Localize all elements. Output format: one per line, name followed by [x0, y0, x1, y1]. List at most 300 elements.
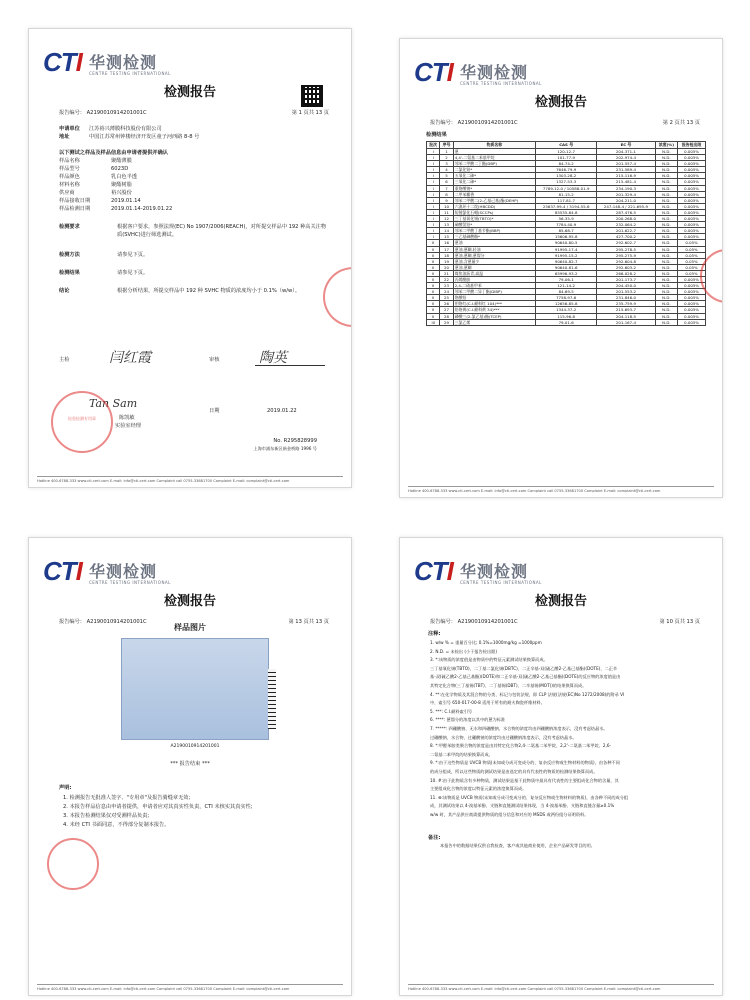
table-cell: 砷酸氢铅*	[453, 222, 535, 228]
table-cell: II	[427, 283, 440, 289]
address-value: 中国江苏常州钟楼经济开发区童子河西路 8-8 号	[89, 134, 200, 140]
column-header: 物质名称	[453, 142, 535, 149]
logo-letter-i: I	[75, 556, 82, 586]
table-cell: 204-118-5	[597, 313, 655, 319]
table-cell: 26	[440, 301, 453, 307]
table-cell: 0.05%	[678, 246, 706, 252]
table-cell: I	[427, 149, 440, 155]
table-cell: 295-275-9	[597, 252, 655, 258]
table-cell: 17	[440, 246, 453, 252]
table-cell: 5	[440, 173, 453, 179]
statement-item: 1. 检测报告无批准人签字、"专用章"及报告骑缝章无效;	[63, 795, 191, 801]
table-cell: II	[427, 252, 440, 258]
table-cell: 0.005%	[678, 289, 706, 295]
note-item: 1. w/w % = 重量百分比; 0.1%=1000mg/kg =1000ppm	[430, 640, 542, 645]
table-cell: 4,4'-二氨基二苯基甲烷	[453, 155, 535, 161]
table-cell: 7789-12-0 / 10588-01-9	[536, 185, 597, 191]
table-cell: 234-190-3	[597, 185, 655, 191]
table-cell: N.D.	[655, 179, 678, 185]
table-cell: I	[427, 179, 440, 185]
conclusion-text: 根据分析结果，所提交样品中 192 种 SVHC 物质的浓度均小于 0.1%（w/w）。	[117, 288, 301, 294]
logo-letters: CT	[414, 556, 447, 586]
results-table	[426, 141, 706, 326]
table-cell: 84-69-5	[536, 289, 597, 295]
note-item: 二氨基二苯甲烷的结果换算而成。	[430, 751, 493, 757]
note-item: 2. N.D. = 未检出 (小于报告检出限)	[430, 648, 497, 654]
table-cell: 蒽油,蒽糊	[453, 264, 535, 270]
logo-letter-i: I	[75, 47, 82, 77]
table-row	[427, 276, 706, 282]
remark-text: 本报告中的数据结果仅供自我检查，客户或其他商业使用，企业产品研发等目的用。	[440, 843, 595, 848]
table-cell: I	[427, 197, 440, 203]
table-cell: 短链氯化石蜡(SCCPs)	[453, 209, 535, 215]
table-cell: 磷酸三(2-氯乙基)酯(TCEP)	[453, 313, 535, 319]
table-cell: 19	[440, 258, 453, 264]
table-cell: 14	[440, 228, 453, 234]
table-cell: I	[427, 161, 440, 167]
table-cell: 91995-17-4	[536, 246, 597, 252]
note-item: 6. ****: 蒽馏分的浓度以其中的蒽为标准	[430, 717, 506, 723]
table-cell: 90640-81-6	[536, 264, 597, 270]
table-cell: 204-371-1	[597, 149, 655, 155]
table-cell: 56-35-9	[536, 216, 597, 222]
report-page-3	[28, 537, 352, 996]
sample-field-value: 2019.01.14	[111, 198, 141, 204]
table-cell: 120-12-7	[536, 149, 597, 155]
table-cell: 79-01-6	[536, 319, 597, 325]
table-cell: 0.005%	[678, 197, 706, 203]
table-cell: 287-476-5	[597, 209, 655, 215]
table-cell: 煤焦油沥青,高温	[453, 270, 535, 276]
sample-field-label: 供应商	[59, 190, 75, 196]
report-page-4	[399, 537, 723, 996]
table-cell: 247-148-4 / 221-695-9	[597, 203, 655, 209]
logo-letter-i: I	[446, 57, 453, 87]
method-label: 检测方法	[59, 252, 80, 258]
table-cell: N.D.	[655, 149, 678, 155]
report-title: 检测报告	[163, 594, 216, 609]
note-item: 过硼酸钠、水合物、过硼酸钠的浓度均由过硼酸钠浓度表示，没有考虑结晶水。	[430, 734, 577, 740]
table-row	[427, 270, 706, 276]
table-row	[427, 167, 706, 173]
page-footer: Hotline 400-6788-333 www.cti-cert.com E-mail: info@cti-cert.com Complaint call 0755-33681700 Complaint E-mail: complaint@cti-cert.com	[37, 984, 343, 991]
table-cell: N.D.	[655, 283, 678, 289]
table-cell: 邻苯二甲酸丁基苄酯(BBP)	[453, 228, 535, 234]
logo-letters: CT	[414, 57, 447, 87]
table-cell: 90640-80-5	[536, 240, 597, 246]
logo-english: CENTRE TESTING INTERNATIONAL	[460, 81, 542, 86]
table-cell: N.D.	[655, 155, 678, 161]
table-cell: 0.005%	[678, 161, 706, 167]
logo-letter-i: I	[446, 556, 453, 586]
table-cell: 201-167-4	[597, 319, 655, 325]
table-cell: 201-557-4	[597, 161, 655, 167]
table-cell: 0.005%	[678, 301, 706, 307]
table-row	[427, 228, 706, 234]
sample-photo-title: 样品图片	[174, 623, 206, 632]
table-cell: 0.005%	[678, 179, 706, 185]
table-cell: 292-602-7	[597, 240, 655, 246]
table-cell: 邻苯二甲酸二丁酯(DBP)	[453, 161, 535, 167]
table-row	[427, 185, 706, 191]
report-no: A2190010914201001C	[457, 619, 518, 625]
table-cell: 231-846-0	[597, 295, 655, 301]
logo-english: CENTRE TESTING INTERNATIONAL	[460, 580, 542, 585]
table-cell: 292-604-8	[597, 258, 655, 264]
logo-letters: CT	[43, 556, 76, 586]
table-cell: II	[427, 276, 440, 282]
report-page-1	[28, 28, 352, 488]
method-text: 请参见下页。	[117, 252, 149, 258]
table-cell: 0.05%	[678, 264, 706, 270]
logo-chinese: 华测检测	[460, 562, 529, 581]
sample-photo	[121, 638, 269, 749]
note-item: 中，索引号 650-017-00-8 适用于所有的耐火陶瓷纤维材料。	[430, 700, 545, 706]
table-cell: II	[427, 246, 440, 252]
ruler-icon	[268, 669, 276, 729]
note-item: 10. #:由于此物质含有多种物质，测试结果是基于此物质中最具有代表性的主要组成化合物的含量，其	[430, 777, 619, 783]
table-cell: 0.005%	[678, 216, 706, 222]
sample-field-value: 6023D	[111, 166, 129, 172]
table-cell: 84-74-2	[536, 161, 597, 167]
table-cell: 11	[440, 209, 453, 215]
report-no-label: 报告编号	[430, 120, 451, 126]
seal-text: 检验检测专用章	[68, 416, 96, 422]
table-cell: 0.005%	[678, 234, 706, 240]
page-footer: Hotline 400-6788-333 www.cti-cert.com E-mail: info@cti-cert.com Complaint call 0755-33681700 Complaint E-mail: complaint@cti-cert.com	[408, 984, 714, 991]
table-cell: 215-693-7	[597, 307, 655, 313]
table-cell: 0.005%	[678, 228, 706, 234]
table-cell: 钼铬红(C.I.颜料红 104)***	[453, 301, 535, 307]
table-cell: N.D.	[655, 252, 678, 258]
table-cell: N.D.	[655, 289, 678, 295]
table-row	[427, 283, 706, 289]
table-cell: 0.005%	[678, 283, 706, 289]
table-row	[427, 222, 706, 228]
table-cell: II	[427, 307, 440, 313]
table-cell: 13	[440, 222, 453, 228]
table-cell: 65996-93-2	[536, 270, 597, 276]
table-cell: II	[427, 264, 440, 270]
column-header: 批次	[427, 142, 440, 149]
table-cell: II	[427, 270, 440, 276]
table-row	[427, 234, 706, 240]
table-cell: N.D.	[655, 246, 678, 252]
table-body	[427, 149, 706, 326]
table-cell: 0.05%	[678, 270, 706, 276]
table-cell: 91995-15-2	[536, 252, 597, 258]
table-cell: 25	[440, 295, 453, 301]
note-item: 成，其测试结果以 4-溴基苯酚、支链和直链测试结果体现，当 4-溴基苯酚、支链和直链含量≥0.1%	[430, 803, 615, 809]
table-row	[427, 307, 706, 313]
applicant-value: 江苏裕兴薄膜科技股份有限公司	[89, 126, 162, 132]
column-header: 序号	[440, 142, 453, 149]
page-number: 第 2 页共 13 页	[662, 120, 700, 126]
table-cell: 1344-37-2	[536, 307, 597, 313]
statement-item: 3. 本报告检测结果仅对受测样品负责;	[63, 813, 150, 819]
column-header: 报告检出限	[678, 142, 706, 149]
table-cell: I	[427, 167, 440, 173]
reviewer-line	[255, 365, 325, 366]
cti-logo	[414, 556, 564, 590]
table-cell: I	[427, 216, 440, 222]
column-header: 浓度(%)	[655, 142, 678, 149]
report-meta: 报告编号： A2190010914201001C 第 1 页共 13 页	[59, 110, 329, 116]
logo-letters: CT	[43, 47, 76, 77]
remark-label: 备注:	[428, 835, 441, 841]
table-cell: 蒽油,蒽糊,蒽馏分	[453, 252, 535, 258]
logo-chinese: 华测检测	[89, 562, 158, 581]
sample-field-label: 样品颜色	[59, 174, 80, 180]
table-cell: 0.05%	[678, 252, 706, 258]
table-cell: 28	[440, 313, 453, 319]
table-cell: I	[427, 155, 440, 161]
table-cell: 三丁基氧化锡(TBTO)*	[453, 216, 535, 222]
table-cell: 六溴环十二烷(HBCDD)	[453, 203, 535, 209]
table-cell: 22	[440, 276, 453, 282]
table-cell: 丙烯酰胺	[453, 276, 535, 282]
inspection-seal	[47, 838, 99, 890]
table-cell: 0.05%	[678, 258, 706, 264]
table-cell: 15	[440, 234, 453, 240]
table-cell: 0.005%	[678, 191, 706, 197]
approver-title: 实验室经理	[115, 423, 141, 429]
requirement-label: 检测要求	[59, 224, 80, 230]
table-row	[427, 264, 706, 270]
table-cell: N.D.	[655, 191, 678, 197]
note-item: 主要组成化合物的浓度以特征元素的浓度换算而成。	[430, 786, 527, 792]
table-cell: 215-481-4	[597, 179, 655, 185]
table-cell: I	[427, 234, 440, 240]
table-cell: N.D.	[655, 185, 678, 191]
table-cell: 85535-84-8	[536, 209, 597, 215]
page-footer: Hotline 400-6788-333 www.cti-cert.com E-mail: info@cti-cert.com Complaint call 0755-33681700 Complaint E-mail: complaint@cti-cert.com	[37, 476, 343, 483]
table-cell: 7758-97-6	[536, 295, 597, 301]
sample-field-label: 样品接收日期	[59, 198, 91, 204]
table-cell: 五氧化二砷*	[453, 173, 535, 179]
results-section-title: 检测结果	[426, 132, 447, 138]
note-item: 5. ***: C.I.颜料索引号	[430, 708, 473, 714]
table-cell: I	[427, 222, 440, 228]
table-cell: 200-268-0	[597, 216, 655, 222]
report-no: A2190010914201001C	[86, 110, 147, 116]
prepared-signature: 闫红霞	[109, 350, 151, 366]
page-number: 第 10 页共 13 页	[659, 619, 700, 625]
table-cell: II	[427, 313, 440, 319]
table-cell: N.D.	[655, 307, 678, 313]
statement-label: 声明:	[59, 785, 72, 791]
table-cell: I	[427, 209, 440, 215]
sample-field-value: 乳白色半透	[111, 174, 137, 180]
cti-logo	[43, 556, 193, 590]
table-cell: 201-622-7	[597, 228, 655, 234]
table-cell: 12656-85-8	[536, 301, 597, 307]
page-number: 第 1 页共 13 页	[291, 110, 329, 116]
table-cell: 23	[440, 283, 453, 289]
approver-signature: Tan Sam	[89, 397, 138, 410]
cti-logo	[43, 47, 193, 81]
report-end-note: *** 报告结束 ***	[170, 761, 210, 767]
report-title: 检测报告	[534, 95, 587, 110]
table-cell: 蒽油,蒽糊,轻油	[453, 246, 535, 252]
table-cell: 12	[440, 216, 453, 222]
table-cell: 231-589-4	[597, 167, 655, 173]
table-cell: 重铬酸钠*	[453, 185, 535, 191]
applicant-label: 申请单位	[59, 126, 80, 132]
table-cell: 27	[440, 307, 453, 313]
table-cell: 29	[440, 319, 453, 325]
table-cell: 3	[440, 161, 453, 167]
table-cell: 117-81-7	[536, 197, 597, 203]
table-cell: 2	[440, 155, 453, 161]
table-cell: N.D.	[655, 264, 678, 270]
table-cell: 0.05%	[678, 240, 706, 246]
table-cell: 0.005%	[678, 149, 706, 155]
table-cell: 295-278-5	[597, 246, 655, 252]
note-item: 三丁基氧化锡(TBTO)、二丁基二氯化锡(DBTC)、二正辛基-双(硫乙酸2-乙基己基酯)(DOTE)、二正辛	[430, 665, 618, 671]
table-cell: 201-329-4	[597, 191, 655, 197]
table-cell: 18	[440, 252, 453, 258]
page-edge-seal	[323, 267, 352, 327]
column-header: CAS 号	[536, 142, 597, 149]
report-no: A2190010914201001C	[86, 619, 147, 625]
table-cell: 蒽油	[453, 240, 535, 246]
page-footer: Hotline 400-6788-333 www.cti-cert.com E-mail: info@cti-cert.com Complaint call 0755-33681700 Complaint E-mail: complaint@cti-cert.com	[408, 486, 714, 493]
table-cell: 292-603-2	[597, 264, 655, 270]
table-cell: 204-450-0	[597, 283, 655, 289]
prepared-label: 主检	[59, 357, 70, 363]
table-cell: N.D.	[655, 270, 678, 276]
table-cell: 0.005%	[678, 313, 706, 319]
notes-label: 注释:	[428, 631, 441, 637]
table-cell: 201-173-7	[597, 276, 655, 282]
report-no-label: 报告编号	[430, 619, 451, 625]
result-label: 检测结果	[59, 270, 80, 276]
date-label: 日期	[209, 408, 220, 414]
company-address: 上海市浦东新区新金桥路 1996 号	[253, 446, 317, 451]
report-meta: 报告编号： A2190010914201001C 第 2 页共 13 页	[430, 120, 700, 126]
table-cell: 202-974-4	[597, 155, 655, 161]
table-cell: 0.005%	[678, 167, 706, 173]
note-item: 7. *****: 四硼酸钠、无水和四硼酸钠、水合物的浓度均由四硼酸钠浓度表示，没有考虑结晶水。	[430, 726, 608, 731]
table-cell: II	[427, 289, 440, 295]
table-cell: N.D.	[655, 209, 678, 215]
table-cell: III	[427, 319, 440, 325]
report-title: 检测报告	[534, 594, 587, 609]
table-cell: 0.005%	[678, 319, 706, 325]
table-cell: 204-211-0	[597, 197, 655, 203]
note-item: w/w 时，其产品供应商需提供物质的组分信息和对应的 MSDS 或两份组分证明资料。	[430, 812, 589, 817]
result-text: 请参见下页。	[117, 270, 149, 276]
logo-english: CENTRE TESTING INTERNATIONAL	[89, 71, 171, 76]
table-row	[427, 173, 706, 179]
statement-item: 2. 本报告样品信息由申请者提供，申请者应对其真实性负责，CTI 未核实其真实性;	[63, 804, 253, 810]
table-cell: 邻苯二甲酸二(2-乙基己基)酯(DEHP)	[453, 197, 535, 203]
inspection-seal	[51, 391, 113, 453]
table-cell: I	[427, 228, 440, 234]
table-cell: 235-759-9	[597, 301, 655, 307]
table-cell: II	[427, 240, 440, 246]
table-cell: I	[427, 191, 440, 197]
column-header: EC 号	[597, 142, 655, 149]
table-cell: 16	[440, 240, 453, 246]
table-cell: 二氯化钴*	[453, 167, 535, 173]
sample-field-label: 样品名称	[59, 158, 80, 164]
table-cell: N.D.	[655, 197, 678, 203]
table-cell: 427-700-2	[597, 234, 655, 240]
note-item: 其特定化合物(三丁基锡(TBT)、二丁基锡(DBT)、二辛基锡(MOT))的结果换算而成。	[430, 683, 587, 688]
table-cell: 4	[440, 167, 453, 173]
table-row	[427, 203, 706, 209]
table-cell: 6	[440, 179, 453, 185]
table-cell: 铅铬黄(C.I.颜料黄 34)***	[453, 307, 535, 313]
table-cell: 二甲苯麝香	[453, 191, 535, 197]
table-row	[427, 301, 706, 307]
report-no: A2190010914201001C	[457, 120, 518, 126]
table-row	[427, 209, 706, 215]
note-item: 11. ⊗:该物质是 UVCB 物质(未知或分成可变成分的、复杂反应物或生物材料的物质)，由各种不同的成分组	[430, 794, 629, 800]
table-cell: I	[427, 185, 440, 191]
approver-name: 陈凯敏	[119, 415, 135, 421]
table-cell: N.D.	[655, 276, 678, 282]
table-cell: 215-116-9	[597, 173, 655, 179]
table-cell: 201-553-2	[597, 289, 655, 295]
note-item: 4. **:在化学物质及其混合物的分类、标记与包装法规，即 CLP 法规(法规(EC)No 1272/2008)的附录 VI	[430, 691, 625, 697]
table-cell: 9	[440, 197, 453, 203]
report-meta: 报告编号： A2190010914201001C 第 13 页共 13 页	[59, 619, 329, 625]
sample-field-label: 样品检测日期	[59, 206, 91, 212]
table-cell: 121-14-2	[536, 283, 597, 289]
table-cell: 90640-82-7	[536, 258, 597, 264]
table-cell: N.D.	[655, 301, 678, 307]
table-cell: 7	[440, 185, 453, 191]
reviewer-label: 审核	[209, 357, 220, 363]
table-cell: 85-68-7	[536, 228, 597, 234]
table-cell: N.D.	[655, 228, 678, 234]
table-cell: 81-15-2	[536, 191, 597, 197]
note-item: 8. *:甲醛苯胺类聚合物的浓度是由其特定化合物2,4-二氨基二苯甲烷、2,2'-二氨基二苯甲烷、2,6-	[430, 743, 612, 749]
report-title: 检测报告	[163, 85, 216, 100]
table-cell: 三氯乙烯	[453, 319, 535, 325]
table-row	[427, 319, 706, 325]
report-meta: 报告编号： A2190010914201001C 第 10 页共 13 页	[430, 619, 700, 625]
table-cell: 0.005%	[678, 222, 706, 228]
note-item: 的成分组成，所以这些物质的测试结果是由选定的具有代表性的物质的检测结果换算而成。	[430, 769, 598, 774]
table-cell: N.D.	[655, 319, 678, 325]
table-cell: N.D.	[655, 313, 678, 319]
statement-item: 4. 未经 CTI 书面同意，不得部分复制本报告。	[63, 822, 170, 828]
sample-field-label: 样品型号	[59, 166, 80, 172]
sample-photo-label: A2190010914201001	[170, 744, 220, 749]
report-page-2	[399, 38, 723, 498]
table-cell: N.D.	[655, 216, 678, 222]
table-cell: 0.005%	[678, 307, 706, 313]
table-row	[427, 161, 706, 167]
table-cell: II	[427, 295, 440, 301]
table-cell: 79-06-1	[536, 276, 597, 282]
sample-field-value: 2019.01.14-2019.01.22	[111, 206, 173, 212]
table-cell: 21	[440, 270, 453, 276]
table-cell: 三乙基砷酸酯*	[453, 234, 535, 240]
sample-info-header: 以下测试之样品及样品信息由申请者提供并确认	[59, 150, 168, 156]
address-label: 地址	[59, 134, 70, 140]
table-cell: 7646-79-9	[536, 167, 597, 173]
report-no-label: 报告编号	[59, 619, 80, 625]
date-value: 2019.01.22	[267, 408, 297, 414]
table-header-row	[427, 142, 706, 149]
table-cell: 7784-40-9	[536, 222, 597, 228]
sample-field-label: 材料名称	[59, 182, 80, 188]
